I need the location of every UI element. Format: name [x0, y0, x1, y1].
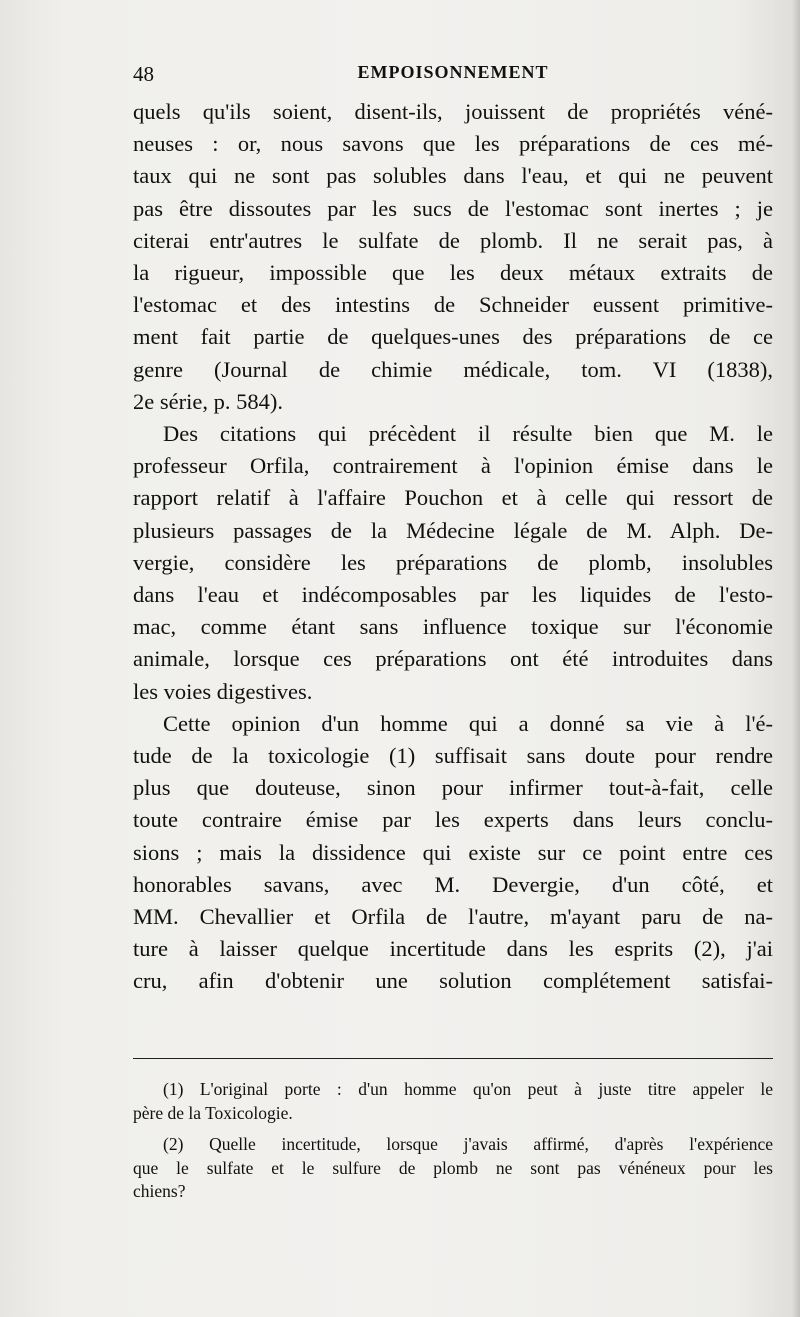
paragraph-1	[133, 96, 773, 418]
text-line: quels qu'ils soient, disent-ils, jouissent de propriétés véné-	[133, 99, 773, 124]
footnote-2	[133, 1133, 773, 1204]
footnote-1	[133, 1078, 773, 1125]
text-line: plus que douteuse, sinon pour infirmer tout-à-fait, celle	[133, 775, 773, 801]
text-line: plusieurs passages de la Médecine légale de M. Alph. De-	[133, 517, 773, 543]
text-line: animale, lorsque ces préparations ont été introduites dans	[133, 646, 773, 672]
page-header	[133, 62, 773, 92]
text-line: Des citations qui précèdent il résulte bien que M. le	[163, 421, 773, 447]
body-text	[133, 96, 773, 998]
text-line: tude de la toxicologie (1) suffisait sans doute pour rendre	[133, 743, 773, 769]
footnote-line: père de la Toxicologie.	[133, 1102, 293, 1123]
text-line: professeur Orfila, contrairement à l'opinion émise dans le	[133, 453, 773, 479]
text-line: rapport relatif à l'affaire Pouchon et à celle qui ressort de	[133, 485, 773, 511]
footnote-line: chiens?	[133, 1181, 186, 1201]
page-number: 48	[133, 62, 154, 86]
text-line: les voies digestives.	[133, 678, 313, 704]
text-line: citerai entr'autres le sulfate de plomb. Il ne serait pas, à	[133, 227, 773, 253]
text-line: 2e série, p. 584).	[133, 388, 283, 414]
paragraph-3	[133, 708, 773, 998]
text-line: pas être dissoutes par les sucs de l'estomac sont inertes ; je	[133, 195, 773, 221]
footnote-divider	[133, 1058, 773, 1059]
text-line: Cette opinion d'un homme qui a donné sa vie à l'é-	[163, 710, 773, 736]
text-line: taux qui ne sont pas solubles dans l'eau, et qui ne peuvent	[133, 163, 773, 189]
running-title: EMPOISONNEMENT	[357, 62, 549, 82]
paragraph-2	[133, 418, 773, 708]
footnote-line: (2) Quelle incertitude, lorsque j'avais affirmé, d'après l'expérience	[163, 1134, 773, 1154]
text-line: ment fait partie de quelques-unes des préparations de ce	[133, 324, 773, 350]
text-line: ture à laisser quelque incertitude dans les esprits (2), j'ai	[133, 936, 773, 962]
footnote-line: (1) L'original porte : d'un homme qu'on peut à juste titre appeler le	[163, 1079, 773, 1099]
text-line: vergie, considère les préparations de plomb, insolubles	[133, 549, 773, 575]
text-line: MM. Chevallier et Orfila de l'autre, m'ayant paru de na-	[133, 904, 773, 930]
text-line: toute contraire émise par les experts dans leurs conclu-	[133, 807, 773, 833]
footnotes	[133, 1078, 773, 1212]
text-line: sions ; mais la dissidence qui existe sur ce point entre ces	[133, 839, 773, 865]
footnote-line: que le sulfate et le sulfure de plomb ne sont pas vénéneux pour les	[133, 1157, 773, 1178]
text-line: la rigueur, impossible que les deux métaux extraits de	[133, 260, 773, 286]
text-line: dans l'eau et indécomposables par les liquides de l'esto-	[133, 582, 773, 608]
text-line: l'estomac et des intestins de Schneider eussent primitive-	[133, 292, 773, 318]
text-line: mac, comme étant sans influence toxique sur l'économie	[133, 614, 773, 640]
text-line: cru, afin d'obtenir une solution complétement satisfai-	[133, 968, 773, 994]
text-line: neuses : or, nous savons que les préparations de ces mé-	[133, 131, 773, 157]
page-edge-shadow	[792, 0, 800, 1317]
text-line: honorables savans, avec M. Devergie, d'un côté, et	[133, 871, 773, 897]
text-line: genre (Journal de chimie médicale, tom. VI (1838),	[133, 356, 773, 382]
